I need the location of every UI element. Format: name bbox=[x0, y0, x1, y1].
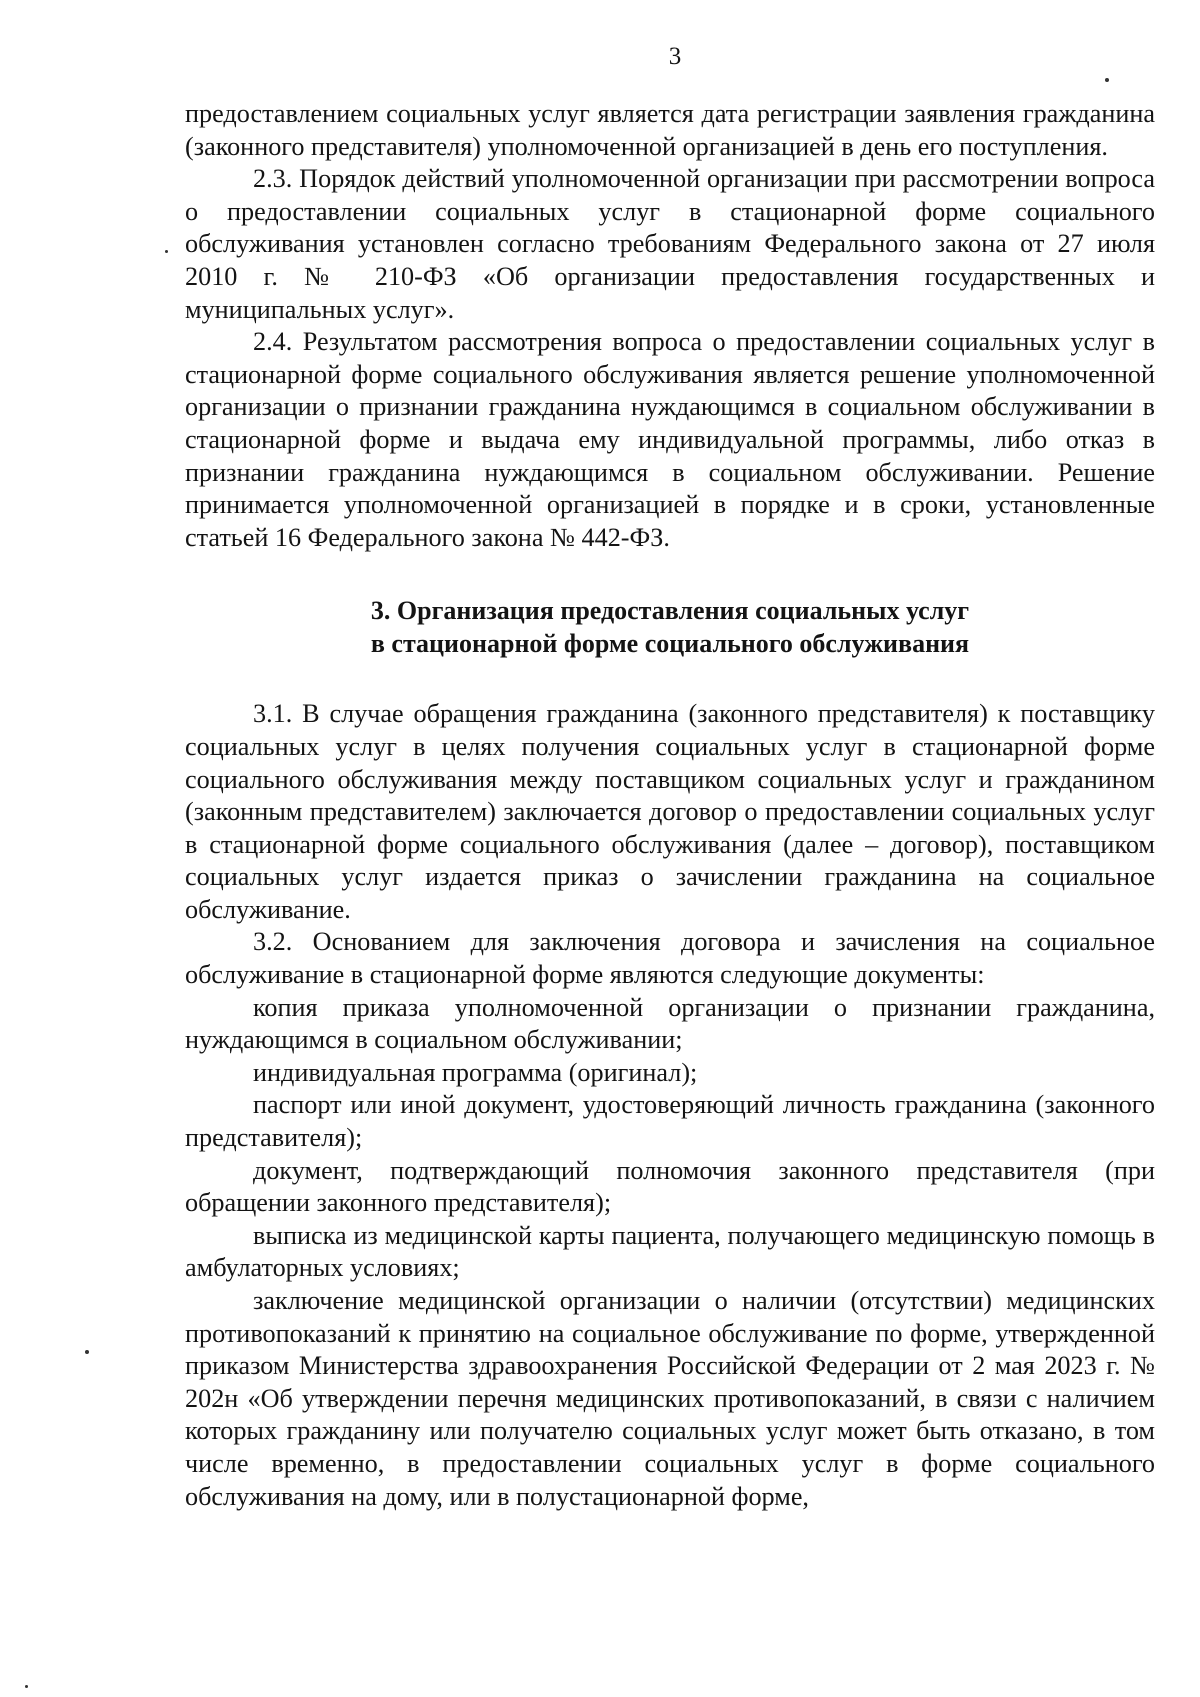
section-heading-line-1: 3. Организация предоставления социальных услуг bbox=[370, 596, 970, 626]
document-list-item: индивидуальная программа (оригинал); bbox=[253, 1057, 698, 1087]
document-body bbox=[185, 98, 1155, 1513]
document-list-item: копия приказа уполномоченной организации о признании гражданина, нуждающимся в социальном обслуживании; bbox=[185, 992, 1155, 1055]
scan-speck bbox=[1105, 78, 1109, 82]
document-list-item: документ, подтверждающий полномочия законного представителя (при обращении законного представителя); bbox=[185, 1155, 1155, 1218]
document-list-item: паспорт или иной документ, удостоверяющий личность гражданина (законного представителя); bbox=[185, 1090, 1155, 1153]
section-heading bbox=[185, 594, 1155, 660]
section-heading-line-2: в стационарной форме социального обслуживания bbox=[370, 629, 970, 659]
scan-speck bbox=[25, 1685, 28, 1688]
document-list-item: заключение медицинской организации о наличии (отсутствии) медицинских противопоказаний к принятию на социальное обслуживание по форме, утвержденной приказом Министерства здравоохранения Российской Федерации от 2 мая 2023 г. № 202н «Об утверждении перечня медицинских противопоказаний, в связи с наличием которых гражданину или получателю социальных услуг может быть отказано, в том числе временно, в предоставлении социальных услуг в форме социального обслуживания на дому, или в полустационарной форме, bbox=[185, 1286, 1155, 1511]
paragraph-2-3: 2.3. Порядок действий уполномоченной организации при рассмотрении вопроса о предоставлении социальных услуг в стационарной форме социального обслуживания установлен согласно требованиям Федерального закона от 27 июля 2010 г. № 210-ФЗ «Об организации предоставления государственных и муниципальных услуг». bbox=[185, 164, 1155, 324]
paragraph-2-4: 2.4. Результатом рассмотрения вопроса о предоставлении социальных услуг в стационарной форме социального обслуживания является решение уполномоченной организации о признании гражданина нуждающимся в социальном обслуживании в стационарной форме и выдача ему индивидуальной программы, либо отказ в признании гражданина нуждающимся в социальном обслуживании. Решение принимается уполномоченной организацией в порядке и в сроки, установленные статьей 16 Федерального закона № 442-ФЗ. bbox=[185, 327, 1155, 552]
paragraph-continuation: предоставлением социальных услуг является дата регистрации заявления гражданина (законного представителя) уполномоченной организацией в день его поступления. bbox=[185, 99, 1155, 161]
document-list-item: выписка из медицинской карты пациента, получающего медицинскую помощь в амбулаторных условиях; bbox=[185, 1220, 1155, 1283]
paragraph-3-2: 3.2. Основанием для заключения договора и зачисления на социальное обслуживание в стационарной форме являются следующие документы: bbox=[185, 927, 1155, 990]
paragraph-3-1: 3.1. В случае обращения гражданина (законного представителя) к поставщику социальных услуг в целях получения социальных услуг в стационарной форме социального обслуживания между поставщиком социальных услуг и гражданином (законным представителем) заключается договор о предоставлении социальных услуг в стационарной форме социального обслуживания (далее – договор), поставщиком социальных услуг издается приказ о зачислении гражданина на социальное обслуживание. bbox=[185, 699, 1155, 924]
scan-speck bbox=[85, 1350, 89, 1354]
page-number: 3 bbox=[668, 43, 682, 70]
scan-speck bbox=[165, 250, 168, 253]
